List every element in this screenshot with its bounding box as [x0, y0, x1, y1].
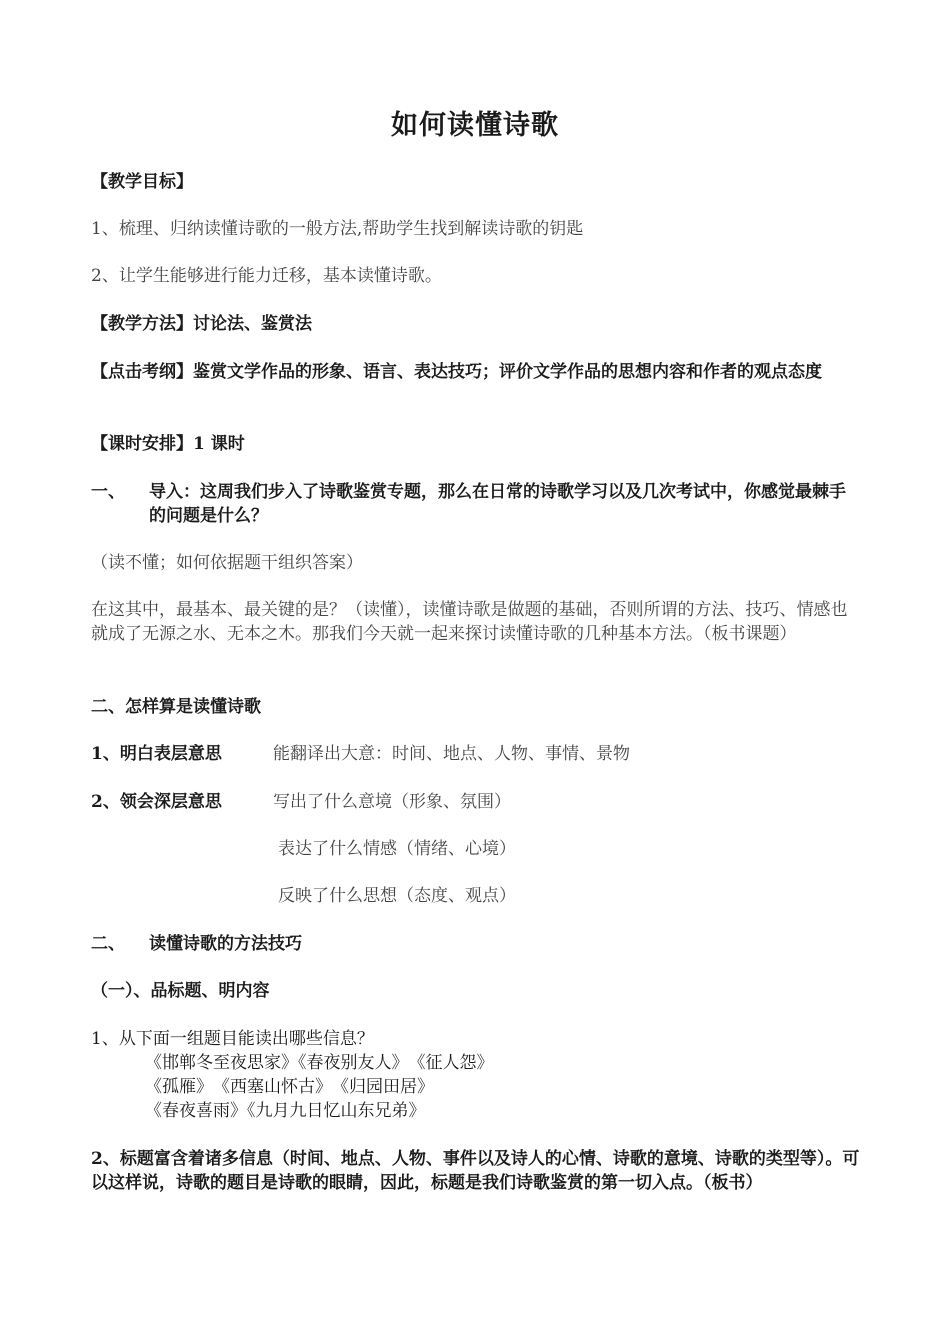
subsection-1-heading: （一）、品标题、明内容: [91, 981, 270, 1001]
intro-number: 一、: [91, 482, 125, 502]
goal-item-1: 1、梳理、归纳读懂诗歌的一般方法,帮助学生找到解读诗歌的钥匙: [91, 219, 584, 239]
poem-titles-row-3: 《春夜喜雨》《九月九日忆山东兄弟》: [145, 1101, 426, 1121]
intro-answer: （读不懂；如何依据题干组织答案）: [91, 553, 363, 573]
document-title: 如何读懂诗歌: [391, 110, 559, 141]
section-2-heading: 二、怎样算是读懂诗歌: [91, 697, 261, 717]
understanding-level-2-text-a: 写出了什么意境（形象、氛围）: [273, 792, 511, 812]
class-schedule: 【课时安排】1 课时: [91, 434, 245, 454]
understanding-level-2-text-b: 表达了什么情感（情绪、心境）: [278, 839, 516, 859]
understanding-level-1-text: 能翻译出大意：时间、地点、人物、事情、景物: [273, 744, 630, 764]
section-3-heading: 读懂诗歌的方法技巧: [149, 934, 302, 954]
poem-titles-row-2: 《孤雁》 《西塞山怀古》 《归园田居》: [145, 1077, 434, 1097]
understanding-level-1-label: 1、明白表层意思: [91, 744, 222, 764]
understanding-level-2-text-c: 反映了什么思想（态度、观点）: [278, 886, 516, 906]
question-2-paragraph: 2、标题富含着诸多信息（时间、地点、人物、事件以及诗人的心情、诗歌的意境、诗歌的类型等）。可以这样说，诗歌的题目是诗歌的眼睛，因此，标题是我们诗歌鉴赏的第一切入点。（板书）: [91, 1149, 860, 1193]
goal-heading: 【教学目标】: [91, 172, 193, 192]
syllabus-note: 【点击考纲】鉴赏文学作品的形象、语言、表达技巧；评价文学作品的思想内容和作者的观点态度: [91, 362, 822, 382]
intro-question: 导入：这周我们步入了诗歌鉴赏专题，那么在日常的诗歌学习以及几次考试中，你感觉最棘手的问题是什么？: [149, 482, 846, 526]
poem-titles-row-1: 《邯郸冬至夜思家》《春夜别友人》 《征人怨》: [145, 1053, 494, 1073]
question-1: 1、从下面一组题目能读出哪些信息？: [91, 1029, 374, 1049]
understanding-level-2-label: 2、领会深层意思: [91, 792, 222, 812]
section-3-number: 二、: [91, 934, 125, 954]
intro-paragraph: 在这其中，最基本、最关键的是？（读懂），读懂诗歌是做题的基础，否则所谓的方法、技巧、情感也就成了无源之水、无本之木。那我们今天就一起来探讨读懂诗歌的几种基本方法。（板书课题）: [91, 600, 848, 644]
teaching-method: 【教学方法】讨论法、鉴赏法: [91, 314, 312, 334]
goal-item-2: 2、让学生能够进行能力迁移，基本读懂诗歌。: [91, 266, 442, 286]
